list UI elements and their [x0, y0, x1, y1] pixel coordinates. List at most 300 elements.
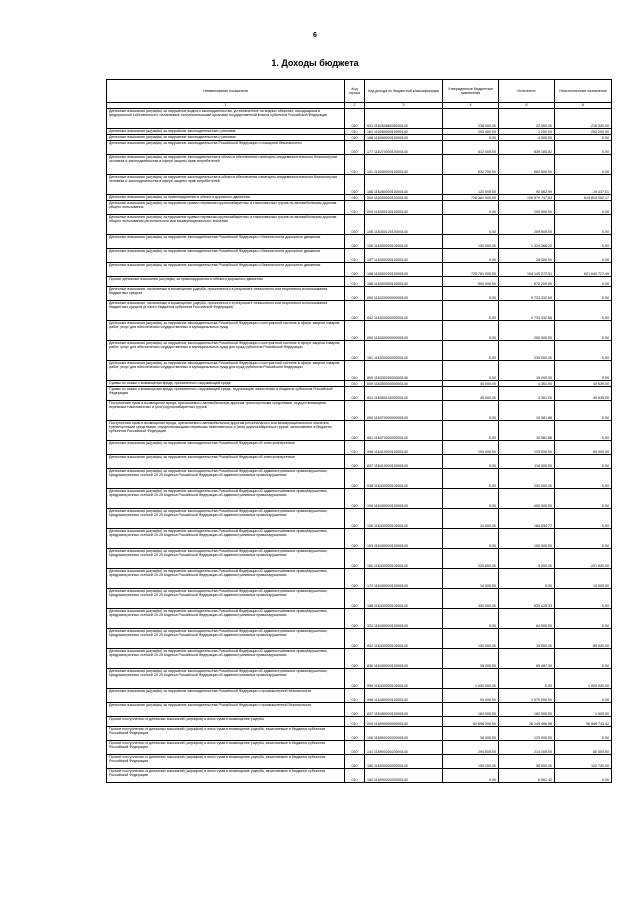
indicator-name: Прочие денежные взыскания (штрафы) за правонарушения в области дорожного движения: [107, 277, 345, 287]
income-code: 106 11630012010000140: [365, 215, 443, 235]
income-code: 322 11643000010000140: [365, 609, 443, 629]
line-code: 010: [345, 109, 365, 129]
table-row: [107, 341, 612, 361]
approved-amount: 632 700,00: [443, 155, 499, 175]
approved-amount: 0,00: [443, 609, 499, 629]
table-row: [107, 755, 612, 769]
line-code: 010: [345, 769, 365, 783]
approved-amount: 0,00: [443, 401, 499, 421]
unexecuted-amount: 1 500,00: [555, 703, 612, 717]
executed-amount: 28 400,00: [499, 249, 555, 263]
unexecuted-amount: 0,00: [555, 201, 612, 215]
approved-amount: 0,00: [443, 469, 499, 489]
table-row: [107, 529, 612, 549]
line-code: 010: [345, 387, 365, 401]
column-number: 6: [555, 103, 612, 109]
table-row: [107, 155, 612, 175]
line-code: 010: [345, 703, 365, 717]
executed-amount: 150 000,00: [499, 529, 555, 549]
line-code: 010: [345, 301, 365, 321]
executed-amount: 96 500,00: [499, 755, 555, 769]
executed-amount: 118 500,00: [499, 455, 555, 469]
table-row: [107, 175, 612, 195]
executed-amount: 184 534,77: [499, 509, 555, 529]
executed-amount: 182 500,00: [499, 703, 555, 717]
indicator-name: Денежные взыскания, налагаемые в возмещение ущерба, причиненного в результате незаконного или нецелевого использования бюджетных средств: [107, 287, 345, 301]
income-code: 100 11643000010000140: [365, 489, 443, 509]
indicator-name: Прочие поступления от денежных взысканий (штрафов) и иных сумм в возмещение ущерба, зачисляемые в бюджеты субъектов Российской Федерации: [107, 727, 345, 741]
income-code: 141 11690020020000140: [365, 741, 443, 755]
unexecuted-amount: 85 000,00: [555, 629, 612, 649]
income-code: 188 11643000010000140: [365, 589, 443, 609]
executed-amount: 200 000,00: [499, 469, 555, 489]
executed-amount: 15 000,00: [499, 361, 555, 381]
indicator-name: Денежные взыскания (штрафы) за нарушение законодательства Российской Федерации об административных правонарушениях, предусмотренные статьей 20.25 Кодекса Российской Федерации об административных правонарушениях: [107, 549, 345, 569]
approved-amount: 35 000,00: [443, 649, 499, 669]
income-code: 188 11628000010000140: [365, 175, 443, 195]
approved-amount: 0,00: [443, 341, 499, 361]
line-code: 010: [345, 401, 365, 421]
unexecuted-amount: 0,00: [555, 361, 612, 381]
unexecuted-amount: 40 639,00: [555, 387, 612, 401]
line-code: 010: [345, 441, 365, 455]
column-number: 5: [499, 103, 555, 109]
unexecuted-amount: 0,00: [555, 135, 612, 141]
approved-amount: 45 000,00: [443, 381, 499, 387]
income-code: 161 11626000010000140: [365, 129, 443, 135]
indicator-name: Денежные взыскания (штрафы) за нарушение законодательства Российской Федерации об электроэнергетике: [107, 455, 345, 469]
approved-amount: 199 200,00: [443, 755, 499, 769]
table-row: [107, 741, 612, 755]
approved-amount: 294 500,00: [443, 741, 499, 755]
income-code: 106 11643000010000140: [365, 509, 443, 529]
executed-amount: 90 562,99: [499, 175, 555, 195]
table-row: [107, 421, 612, 441]
executed-amount: 22 000,00: [499, 109, 555, 129]
approved-amount: 38 000,00: [443, 727, 499, 741]
income-code: 177 11627000010000140: [365, 141, 443, 155]
income-code: 000 11630000010000140: [365, 195, 443, 201]
table-row: [107, 201, 612, 215]
indicator-name: Прочие поступления от денежных взысканий (штрафов) и иных сумм в возмещение ущерба: [107, 717, 345, 727]
header-row: [107, 80, 612, 103]
approved-amount: 100 000,00: [443, 235, 499, 249]
unexecuted-amount: 619 810 252,17: [555, 195, 612, 201]
executed-amount: 1 200,00: [499, 129, 555, 135]
income-code: 631 11625086026000140: [365, 109, 443, 129]
line-code: 010: [345, 509, 365, 529]
indicator-name: Денежные взыскания (штрафы) за нарушение законодательства Российской Федерации об административных правонарушениях, предусмотренные статьей 20.25 Кодекса Российской Федерации об административных правонарушениях: [107, 609, 345, 629]
unexecuted-amount: 0,00: [555, 401, 612, 421]
line-code: 010: [345, 195, 365, 201]
unexecuted-amount: 0,00: [555, 769, 612, 783]
header-executed: Исполнено: [499, 80, 555, 103]
table-row: [107, 109, 612, 129]
table-row: [107, 703, 612, 717]
income-code: 842 11632000020000140: [365, 301, 443, 321]
revenue-table: [106, 79, 612, 783]
executed-amount: 125 000,00: [499, 727, 555, 741]
table-row: [107, 249, 612, 263]
line-code: 010: [345, 755, 365, 769]
unexecuted-amount: 0,00: [555, 689, 612, 703]
approved-amount: 0,00: [443, 489, 499, 509]
indicator-name: Прочие поступления от денежных взысканий (штрафов) и иных сумм в возмещение ущерба, зачисляемые в бюджеты субъектов Российской Федерации: [107, 769, 345, 783]
line-code: 010: [345, 277, 365, 287]
indicator-name: Денежные взыскания (штрафы) за нарушение законодательства Российской Федерации об административных правонарушениях, предусмотренные статьей 20.25 Кодекса Российской Федерации об административных правонарушениях: [107, 589, 345, 609]
unexecuted-amount: 0,00: [555, 215, 612, 235]
column-number: 2: [345, 103, 365, 109]
approved-amount: 45 000,00: [443, 387, 499, 401]
unexecuted-amount: 0,00: [555, 287, 612, 301]
indicator-name: Денежные взыскания (штрафы) за нарушение законодательства Российской Федерации об административных правонарушениях, предусмотренные статьей 20.25 Кодекса Российской Федерации об административных правонарушениях: [107, 469, 345, 489]
table-row: [107, 589, 612, 609]
executed-amount: 4 500,00: [499, 135, 555, 141]
line-code: 010: [345, 669, 365, 689]
unexecuted-amount: 0,00: [555, 609, 612, 629]
unexecuted-amount: 0,00: [555, 341, 612, 361]
approved-amount: 62 696 200,00: [443, 717, 499, 727]
approved-amount: 293 400,00: [443, 129, 499, 135]
executed-amount: 9 733 332,65: [499, 287, 555, 301]
income-code: 000 11630010010000140: [365, 201, 443, 215]
approved-amount: 120 000,00: [443, 175, 499, 195]
approved-amount: 0,00: [443, 135, 499, 141]
income-code: 498 11645000010000140: [365, 689, 443, 703]
line-code: 010: [345, 717, 365, 727]
income-code: 000 11690000000000140: [365, 717, 443, 727]
unexecuted-amount: 0,00: [555, 489, 612, 509]
line-code: 010: [345, 689, 365, 703]
approved-amount: 0,00: [443, 249, 499, 263]
executed-amount: 533 425,33: [499, 589, 555, 609]
income-code: 000 11635000000000140: [365, 381, 443, 387]
approved-amount: 0,00: [443, 201, 499, 215]
executed-amount: 1 324 366,22: [499, 235, 555, 249]
table-row: [107, 387, 612, 401]
executed-amount: 839 185,82: [499, 141, 555, 155]
line-code: 010: [345, 341, 365, 361]
approved-amount: 0,00: [443, 769, 499, 783]
executed-amount: 209 500,00: [499, 215, 555, 235]
indicator-name: Денежные взыскания (штрафы) за нарушение законодательства в области обеспечения санитарно-эпидемиологического благополучия человека и законодательства в сфере защиты прав потребителей: [107, 155, 345, 175]
table-row: [107, 287, 612, 301]
line-code: 010: [345, 249, 365, 263]
executed-amount: 862 500,00: [499, 155, 555, 175]
header-name: Наименование показателя: [107, 80, 345, 103]
line-code: 010: [345, 235, 365, 249]
executed-amount: 26 149 456,58: [499, 717, 555, 727]
page-number: 6: [313, 32, 317, 39]
header-unexecuted: Неисполненные назначения: [555, 80, 612, 103]
indicator-name: Суммы по искам о возмещении вреда, причиненного окружающей среде, подлежащие зачислению в бюджеты субъектов Российской Федерации: [107, 387, 345, 401]
approved-amount: 24 000,00: [443, 509, 499, 529]
indicator-name: Денежные взыскания (штрафы) за нарушение законодательства Российской Федерации об административных правонарушениях, предусмотренные статьей 20.25 Кодекса Российской Федерации об административных правонарушениях: [107, 509, 345, 529]
income-code: 188 11630030010000140: [365, 277, 443, 287]
indicator-name: Денежные взыскания (штрафы) за нарушение правил перевозки крупногабаритных и тяжеловесных грузов по автомобильным дорогам общего пользования: [107, 201, 345, 215]
line-code: 010: [345, 263, 365, 277]
approved-amount: 0,00: [443, 421, 499, 441]
approved-amount: 100 000,00: [443, 629, 499, 649]
unexecuted-amount: 621 640 727,49: [555, 263, 612, 277]
table-row: [107, 669, 612, 689]
approved-amount: 726 381 000,00: [443, 195, 499, 201]
approved-amount: 0,00: [443, 215, 499, 235]
table-row: [107, 717, 612, 727]
unexecuted-amount: 216 000,00: [555, 109, 612, 129]
line-code: 010: [345, 421, 365, 441]
line-code: 010: [345, 741, 365, 755]
income-code: 106 11630020010000140: [365, 235, 443, 249]
table-row: [107, 727, 612, 741]
table-row: [107, 689, 612, 703]
unexecuted-amount: 0,00: [555, 141, 612, 155]
income-code: 836 11643000010000140: [365, 649, 443, 669]
approved-amount: 0,00: [443, 287, 499, 301]
executed-amount: 10 981,88: [499, 401, 555, 421]
indicator-name: Денежные взыскания (штрафы) за нарушение законодательства Российской Федерации об административных правонарушениях, предусмотренные статьей 20.25 Кодекса Российской Федерации об административных правонарушениях: [107, 529, 345, 549]
approved-amount: 0,00: [443, 301, 499, 321]
column-number: 1: [107, 103, 345, 109]
table-row: [107, 141, 612, 155]
line-code: 010: [345, 129, 365, 135]
executed-amount: 106 570 747,83: [499, 195, 555, 201]
line-code: 010: [345, 609, 365, 629]
income-code: 498 11641000010000140: [365, 441, 443, 455]
unexecuted-amount: 102 700,00: [555, 755, 612, 769]
line-code: 010: [345, 135, 365, 141]
executed-amount: 85 487,30: [499, 649, 555, 669]
executed-amount: 870 209,00: [499, 277, 555, 287]
indicator-name: Денежные взыскания (штрафы) за нарушение законодательства Российской Федерации об административных правонарушениях, предусмотренные статьей 20.25 Кодекса Российской Федерации об административных правонарушениях: [107, 569, 345, 589]
unexecuted-amount: 0,00: [555, 509, 612, 529]
unexecuted-amount: 40 639,00: [555, 381, 612, 387]
approved-amount: 0,00: [443, 321, 499, 341]
line-code: 010: [345, 455, 365, 469]
approved-amount: 10 000,00: [443, 569, 499, 589]
executed-amount: -450 000,00: [499, 489, 555, 509]
column-number: 3: [365, 103, 443, 109]
unexecuted-amount: 0,00: [555, 469, 612, 489]
unexecuted-amount: 0,00: [555, 421, 612, 441]
approved-amount: 238 000,00: [443, 109, 499, 129]
line-code: 010: [345, 141, 365, 155]
header-line-code: Код строки: [345, 80, 365, 103]
line-code: 010: [345, 155, 365, 175]
unexecuted-amount: 0,00: [555, 249, 612, 263]
approved-amount: 226 600,00: [443, 549, 499, 569]
table-row: [107, 321, 612, 341]
indicator-name: Прочие поступления от денежных взысканий (штрафов) и иных сумм в возмещение ущерба, зачисляемые в бюджеты субъектов Российской Федерации: [107, 755, 345, 769]
indicator-name: Денежные взыскания, налагаемые в возмещение ущерба, причиненного в результате незаконного или нецелевого использования бюджетных средств (в части бюджетов субъектов Российской Федерации): [107, 301, 345, 321]
approved-amount: 93 000,00: [443, 689, 499, 703]
unexecuted-amount: 0,00: [555, 321, 612, 341]
indicator-name: Денежные взыскания (штрафы) за нарушение правил перевозки крупногабаритных и тяжеловесных грузов по автомобильным дорогам общего пользования регионального или межмуниципального значения: [107, 215, 345, 235]
indicator-name: Денежные взыскания (штрафы) за нарушение законодательства Российской Федерации о безопасности дорожного движения: [107, 249, 345, 263]
line-code: 010: [345, 469, 365, 489]
unexecuted-amount: 29 437,01: [555, 175, 612, 195]
header-approved: Утвержденные бюджетные назначения: [443, 80, 499, 103]
column-number: 4: [443, 103, 499, 109]
approved-amount: 1 000 000,00: [443, 669, 499, 689]
unexecuted-amount: 0,00: [555, 277, 612, 287]
line-code: 010: [345, 529, 365, 549]
indicator-name: Денежные взыскания (штрафы) за нарушение законодательства о рекламе: [107, 129, 345, 135]
unexecuted-amount: 60 000,00: [555, 441, 612, 455]
indicator-name: Денежные взыскания (штрафы) за нарушение законодательства Российской Федерации о контрактной системе в сфере закупок товаров, работ, услуг для обеспечения государственных и муниципальных нужд: [107, 321, 345, 341]
indicator-name: Денежные взыскания (штрафы) за нарушение законодательства Российской Федерации о пожарной безопасности: [107, 141, 345, 155]
header-income-code: Код дохода по бюджетной классификации: [365, 80, 443, 103]
income-code: 188 11626000010000140: [365, 135, 443, 141]
indicator-name: Денежные взыскания (штрафы) за нарушение законодательства Российской Федерации о контрактной системе в сфере закупок товаров, работ, услуг для обеспечения государственных и муниципальных нужд для нужд субъектов Российской Федерации: [107, 361, 345, 381]
income-code: 106 11690020020000140: [365, 727, 443, 741]
indicator-name: Денежные взыскания (штрафы) за нарушение законодательства Российской Федерации об административных правонарушениях, предусмотренные статьей 20.25 Кодекса Российской Федерации об административных правонарушениях: [107, 649, 345, 669]
income-code: 859 11633020020000140: [365, 361, 443, 381]
unexecuted-amount: 36 546 743,42: [555, 717, 612, 727]
line-code: 010: [345, 727, 365, 741]
executed-amount: 250 000,00: [499, 321, 555, 341]
indicator-name: Поступления сумм в возмещение вреда, причиняемого автомобильным дорогам регионального или межмуниципального значения транспортными средствами, осуществляющими перевозки тяжеловесных и (или) крупногабаритных грузов, зачисляемые в бюджеты субъектов Российской Федерации: [107, 421, 345, 441]
indicator-name: Денежные взыскания (штрафы) за нарушение законодательства Российской Федерации об административных правонарушениях, предусмотренные статьей 20.25 Кодекса Российской Федерации об административных правонарушениях: [107, 489, 345, 509]
unexecuted-amount: 1 000 000,00: [555, 669, 612, 689]
indicator-name: Прочие поступления от денежных взысканий (штрафов) и иных сумм в возмещение ущерба, зачисляемые в бюджеты субъектов Российской Федерации: [107, 741, 345, 755]
table-row: [107, 469, 612, 489]
approved-amount: 612 000,00: [443, 141, 499, 155]
document-title: 1. Доходы бюджета: [271, 58, 359, 68]
indicator-name: Денежные взыскания (штрафы) за нарушение законодательства Российской Федерации о безопасности дорожного движения: [107, 263, 345, 277]
line-code: 010: [345, 549, 365, 569]
income-code: 172 11643000010000140: [365, 569, 443, 589]
indicator-name: Суммы по искам о возмещении вреда, причиненного окружающей среде: [107, 381, 345, 387]
table-row: [107, 263, 612, 277]
line-code: 010: [345, 629, 365, 649]
indicator-name: Денежные взыскания (штрафы) за нарушение законодательства Российской Федерации об административных правонарушениях, предусмотренные статьей 20.25 Кодекса Российской Федерации об административных правонарушениях: [107, 669, 345, 689]
line-code: 010: [345, 201, 365, 215]
approved-amount: 300 000,00: [443, 589, 499, 609]
approved-amount: 193 000,00: [443, 441, 499, 455]
income-code: 000 11633000000000140: [365, 321, 443, 341]
indicator-name: Денежные взыскания (штрафы) за нарушение законодательства в области обеспечения санитарно-эпидемиологического благополучия человека и законодательства в сфере защиты прав потребителей: [107, 175, 345, 195]
line-code: 010: [345, 649, 365, 669]
indicator-name: Денежные взыскания (штрафы) за нарушение законодательства о рекламе: [107, 135, 345, 141]
unexecuted-amount: 0,00: [555, 155, 612, 175]
table-body: [107, 109, 612, 783]
unexecuted-amount: 80 500,00: [555, 741, 612, 755]
indicator-name: Денежные взыскания (штрафы) за нарушение законодательства Российской Федерации о безопасности дорожного движения: [107, 235, 345, 249]
income-code: 837 11645000010000140: [365, 703, 443, 717]
approved-amount: 0,00: [443, 529, 499, 549]
executed-amount: 0,00: [499, 669, 555, 689]
table-row: [107, 441, 612, 455]
table-row: [107, 569, 612, 589]
income-code: 182 11690020020000140: [365, 769, 443, 783]
unexecuted-amount: 10 000,00: [555, 569, 612, 589]
unexecuted-amount: 0,00: [555, 649, 612, 669]
executed-amount: 104 140 272,51: [499, 263, 555, 277]
indicator-name: Денежные взыскания (штрафы) за нарушение законодательства Российской Федерации об административных правонарушениях, предусмотренные статьей 20.25 Кодекса Российской Федерации об административных правонарушениях: [107, 629, 345, 649]
executed-amount: 0,00: [499, 569, 555, 589]
line-code: 010: [345, 361, 365, 381]
unexecuted-amount: 292 200,00: [555, 129, 612, 135]
table-row: [107, 629, 612, 649]
executed-amount: 209 500,00: [499, 201, 555, 215]
line-code: 010: [345, 175, 365, 195]
line-code: 010: [345, 215, 365, 235]
income-code: 188 11630020010000140: [365, 263, 443, 277]
executed-amount: 10 981,88: [499, 421, 555, 441]
table-row: [107, 277, 612, 287]
unexecuted-amount: 0,00: [555, 455, 612, 469]
income-code: 153 11643000010000140: [365, 529, 443, 549]
executed-amount: 1 570 000,00: [499, 689, 555, 703]
line-code: 010: [345, 569, 365, 589]
executed-amount: 4 361,00: [499, 387, 555, 401]
income-code: 861 11637020020000140: [365, 421, 443, 441]
indicator-name: Денежные взыскания (штрафы) за нарушение законодательства Российской Федерации о промышленной безопасности: [107, 703, 345, 717]
income-code: 160 11643000010000140: [365, 549, 443, 569]
income-code: 837 11641000010000140: [365, 455, 443, 469]
income-code: 141 11628000010000140: [365, 155, 443, 175]
income-code: 161 11633020020000140: [365, 341, 443, 361]
income-code: 048 11643000010000140: [365, 469, 443, 489]
table-row: [107, 649, 612, 669]
indicator-name: Поступления сумм в возмещение вреда, причиняемого автомобильным дорогам транспортными средствами, осуществляющими перевозки тяжеловесных и (или) крупногабаритных грузов: [107, 401, 345, 421]
table-row: [107, 489, 612, 509]
table-row: [107, 301, 612, 321]
table-row: [107, 401, 612, 421]
unexecuted-amount: 0,00: [555, 301, 612, 321]
executed-amount: 15 000,00: [499, 629, 555, 649]
table-row: [107, 215, 612, 235]
indicator-name: Денежные взыскания (штрафы) за нарушение законодательства Российской Федерации об электроэнергетике: [107, 441, 345, 455]
income-code: 999 11643000010000140: [365, 669, 443, 689]
executed-amount: 4 361,00: [499, 381, 555, 387]
unexecuted-amount: 0,00: [555, 235, 612, 249]
table-row: [107, 769, 612, 783]
line-code: 010: [345, 489, 365, 509]
approved-amount: 184 000,00: [443, 703, 499, 717]
executed-amount: 5 000,00: [499, 549, 555, 569]
executed-amount: 235 000,00: [499, 341, 555, 361]
income-code: 831 11635010020000140: [365, 387, 443, 401]
table-row: [107, 235, 612, 249]
unexecuted-amount: 0,00: [555, 529, 612, 549]
table-row: [107, 509, 612, 529]
indicator-name: Денежные взыскания (штрафы) за нарушение законодательства Российской Федерации о промышленной безопасности: [107, 689, 345, 703]
table-row: [107, 361, 612, 381]
indicator-name: Денежные взыскания (штрафы) за нарушение законодательства Российской Федерации о контрактной системе в сфере закупок товаров, работ, услуг для обеспечения государственных и муниципальных нужд для нужд субъектов Российской Федерации: [107, 341, 345, 361]
approved-amount: 0,00: [443, 361, 499, 381]
indicator-name: Денежные взыскания (штрафы) за правонарушения в области дорожного движения: [107, 195, 345, 201]
executed-amount: 214 000,00: [499, 741, 555, 755]
executed-amount: 64 500,00: [499, 609, 555, 629]
table-row: [107, 455, 612, 469]
line-code: 010: [345, 589, 365, 609]
unexecuted-amount: 0,00: [555, 727, 612, 741]
line-code: 010: [345, 321, 365, 341]
approved-amount: 725 781 000,00: [443, 263, 499, 277]
unexecuted-amount: 0,00: [555, 589, 612, 609]
table-row: [107, 549, 612, 569]
income-code: 832 11643000010000140: [365, 629, 443, 649]
income-code: 000 11632000000000140: [365, 287, 443, 301]
line-code: 010: [345, 381, 365, 387]
income-code: 000 11637000000000140: [365, 401, 443, 421]
income-code: 180 11690020020000140: [365, 755, 443, 769]
executed-amount: 133 000,00: [499, 441, 555, 455]
indicator-name: Денежные взыскания (штрафы) за нарушение водного законодательства, установленное на водных объектах, находящихся в федеральной собственности, налагаемые исполнительными органами государственной власти субъектов Российской Федерации: [107, 109, 345, 129]
table-row: [107, 609, 612, 629]
